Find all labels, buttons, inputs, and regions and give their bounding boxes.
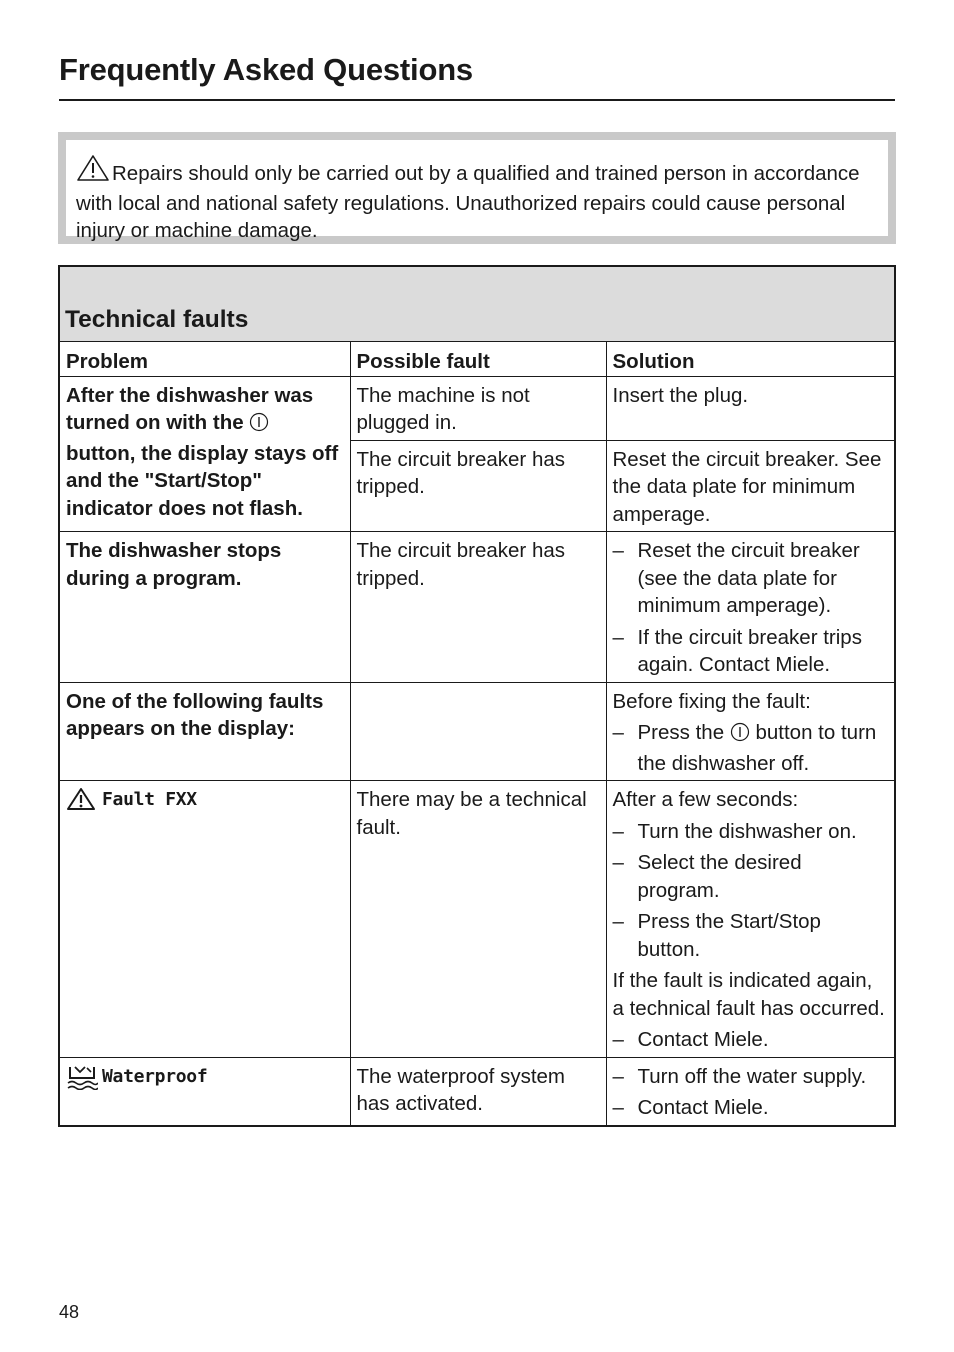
solution-list-item — [613, 1026, 889, 1054]
solution-step: Select the desired program. — [637, 851, 802, 902]
problem-text: After the dishwasher was turned on with the — [66, 383, 314, 434]
column-header-solution: Solution — [606, 342, 894, 376]
dash-bullet: – — [612, 819, 624, 843]
dash-bullet: – — [612, 1096, 624, 1119]
solution-step: Turn off the water supply. — [637, 1064, 867, 1088]
solution-cell — [606, 781, 894, 1058]
table-row — [60, 532, 894, 683]
solution-intro: After a few seconds: — [612, 788, 799, 811]
dash-bullet: – — [612, 721, 624, 744]
fault-cell: The machine is not plugged in. — [350, 376, 606, 440]
solution-list-item — [613, 719, 889, 777]
solution-list-item — [613, 1094, 889, 1122]
solution-list-item — [613, 849, 889, 904]
solution-step: button to turn the dishwasher off. — [637, 721, 877, 775]
solution-step: Contact Miele. — [637, 1028, 769, 1051]
dash-bullet: – — [612, 910, 624, 933]
table-row — [60, 376, 894, 440]
display-text: Waterproof — [102, 1065, 208, 1087]
solution-intro: Before fixing the fault: — [612, 689, 811, 713]
warning-box — [58, 132, 896, 244]
waterproof-icon — [66, 1064, 98, 1088]
solution-cell — [606, 682, 894, 781]
table-header-row — [60, 342, 894, 376]
solution-cell — [606, 1057, 894, 1125]
display-message — [66, 786, 344, 814]
warning-triangle-icon — [66, 787, 98, 811]
solution-step: If the circuit breaker trips again. Contact Miele. — [637, 625, 862, 676]
problem-cell: The dishwasher stops during a program. — [60, 532, 350, 683]
warning-inner — [66, 140, 888, 242]
solution-list-item — [613, 1063, 889, 1091]
page-number: 48 — [59, 1302, 80, 1322]
dash-bullet: – — [612, 851, 624, 874]
solution-step: Reset the circuit breaker (see the data plate for minimum amperage). — [637, 539, 860, 617]
dash-bullet: – — [612, 539, 624, 562]
solution-note: If the fault is indicated again, a technical fault has occurred. — [612, 969, 885, 1020]
solution-cell — [606, 532, 894, 683]
solution-step: Contact Miele. — [637, 1096, 769, 1119]
power-button-icon — [730, 722, 750, 750]
solution-step: Press the — [637, 721, 730, 744]
problem-text: button, the display stays off and the "Start/Stop" indicator does not flash. — [66, 441, 339, 520]
fault-cell — [350, 682, 606, 781]
solution-cell: Reset the circuit breaker. See the data plate for minimum amperage. — [606, 440, 894, 532]
warning-triangle-icon — [76, 154, 110, 190]
technical-faults-table — [58, 265, 896, 1127]
title-divider — [59, 99, 895, 101]
solution-list-item — [613, 818, 889, 846]
solution-step: Press the Start/Stop button. — [637, 910, 821, 961]
solution-list-item — [613, 537, 889, 620]
power-button-icon — [249, 412, 269, 440]
technical-faults-header — [60, 267, 894, 342]
display-text: Fault FXX — [102, 789, 197, 810]
solution-step: Turn the dishwasher on. — [637, 819, 857, 843]
dash-bullet: – — [612, 1028, 624, 1051]
problem-cell — [60, 781, 350, 1058]
section-title: Technical faults — [65, 306, 249, 333]
fault-cell: The circuit breaker has tripped. — [350, 532, 606, 683]
column-header-fault: Possible fault — [350, 342, 606, 376]
fault-cell: There may be a technical fault. — [350, 781, 606, 1058]
column-header-problem: Problem — [60, 342, 350, 376]
problem-cell — [60, 1057, 350, 1125]
warning-text: Repairs should only be carried out by a qualified and trained person in accordance with local and national safety regulations. Unauthorized repairs could cause personal injury or machine damage. — [76, 162, 860, 242]
dash-bullet: – — [612, 625, 624, 649]
solution-list-item — [613, 624, 889, 679]
table-row — [60, 682, 894, 781]
solution-list-item — [613, 908, 889, 963]
problem-cell: One of the following faults appears on the display: — [60, 682, 350, 781]
table-row — [60, 781, 894, 1058]
dash-bullet: – — [612, 1064, 624, 1088]
fault-cell: The circuit breaker has tripped. — [350, 440, 606, 532]
table-row — [60, 1057, 894, 1125]
solution-cell: Insert the plug. — [606, 376, 894, 440]
fault-cell: The waterproof system has activated. — [350, 1057, 606, 1125]
problem-cell — [60, 376, 350, 532]
page-title: Frequently Asked Questions — [59, 52, 473, 87]
display-message — [66, 1063, 344, 1091]
faults-grid — [60, 342, 894, 1125]
